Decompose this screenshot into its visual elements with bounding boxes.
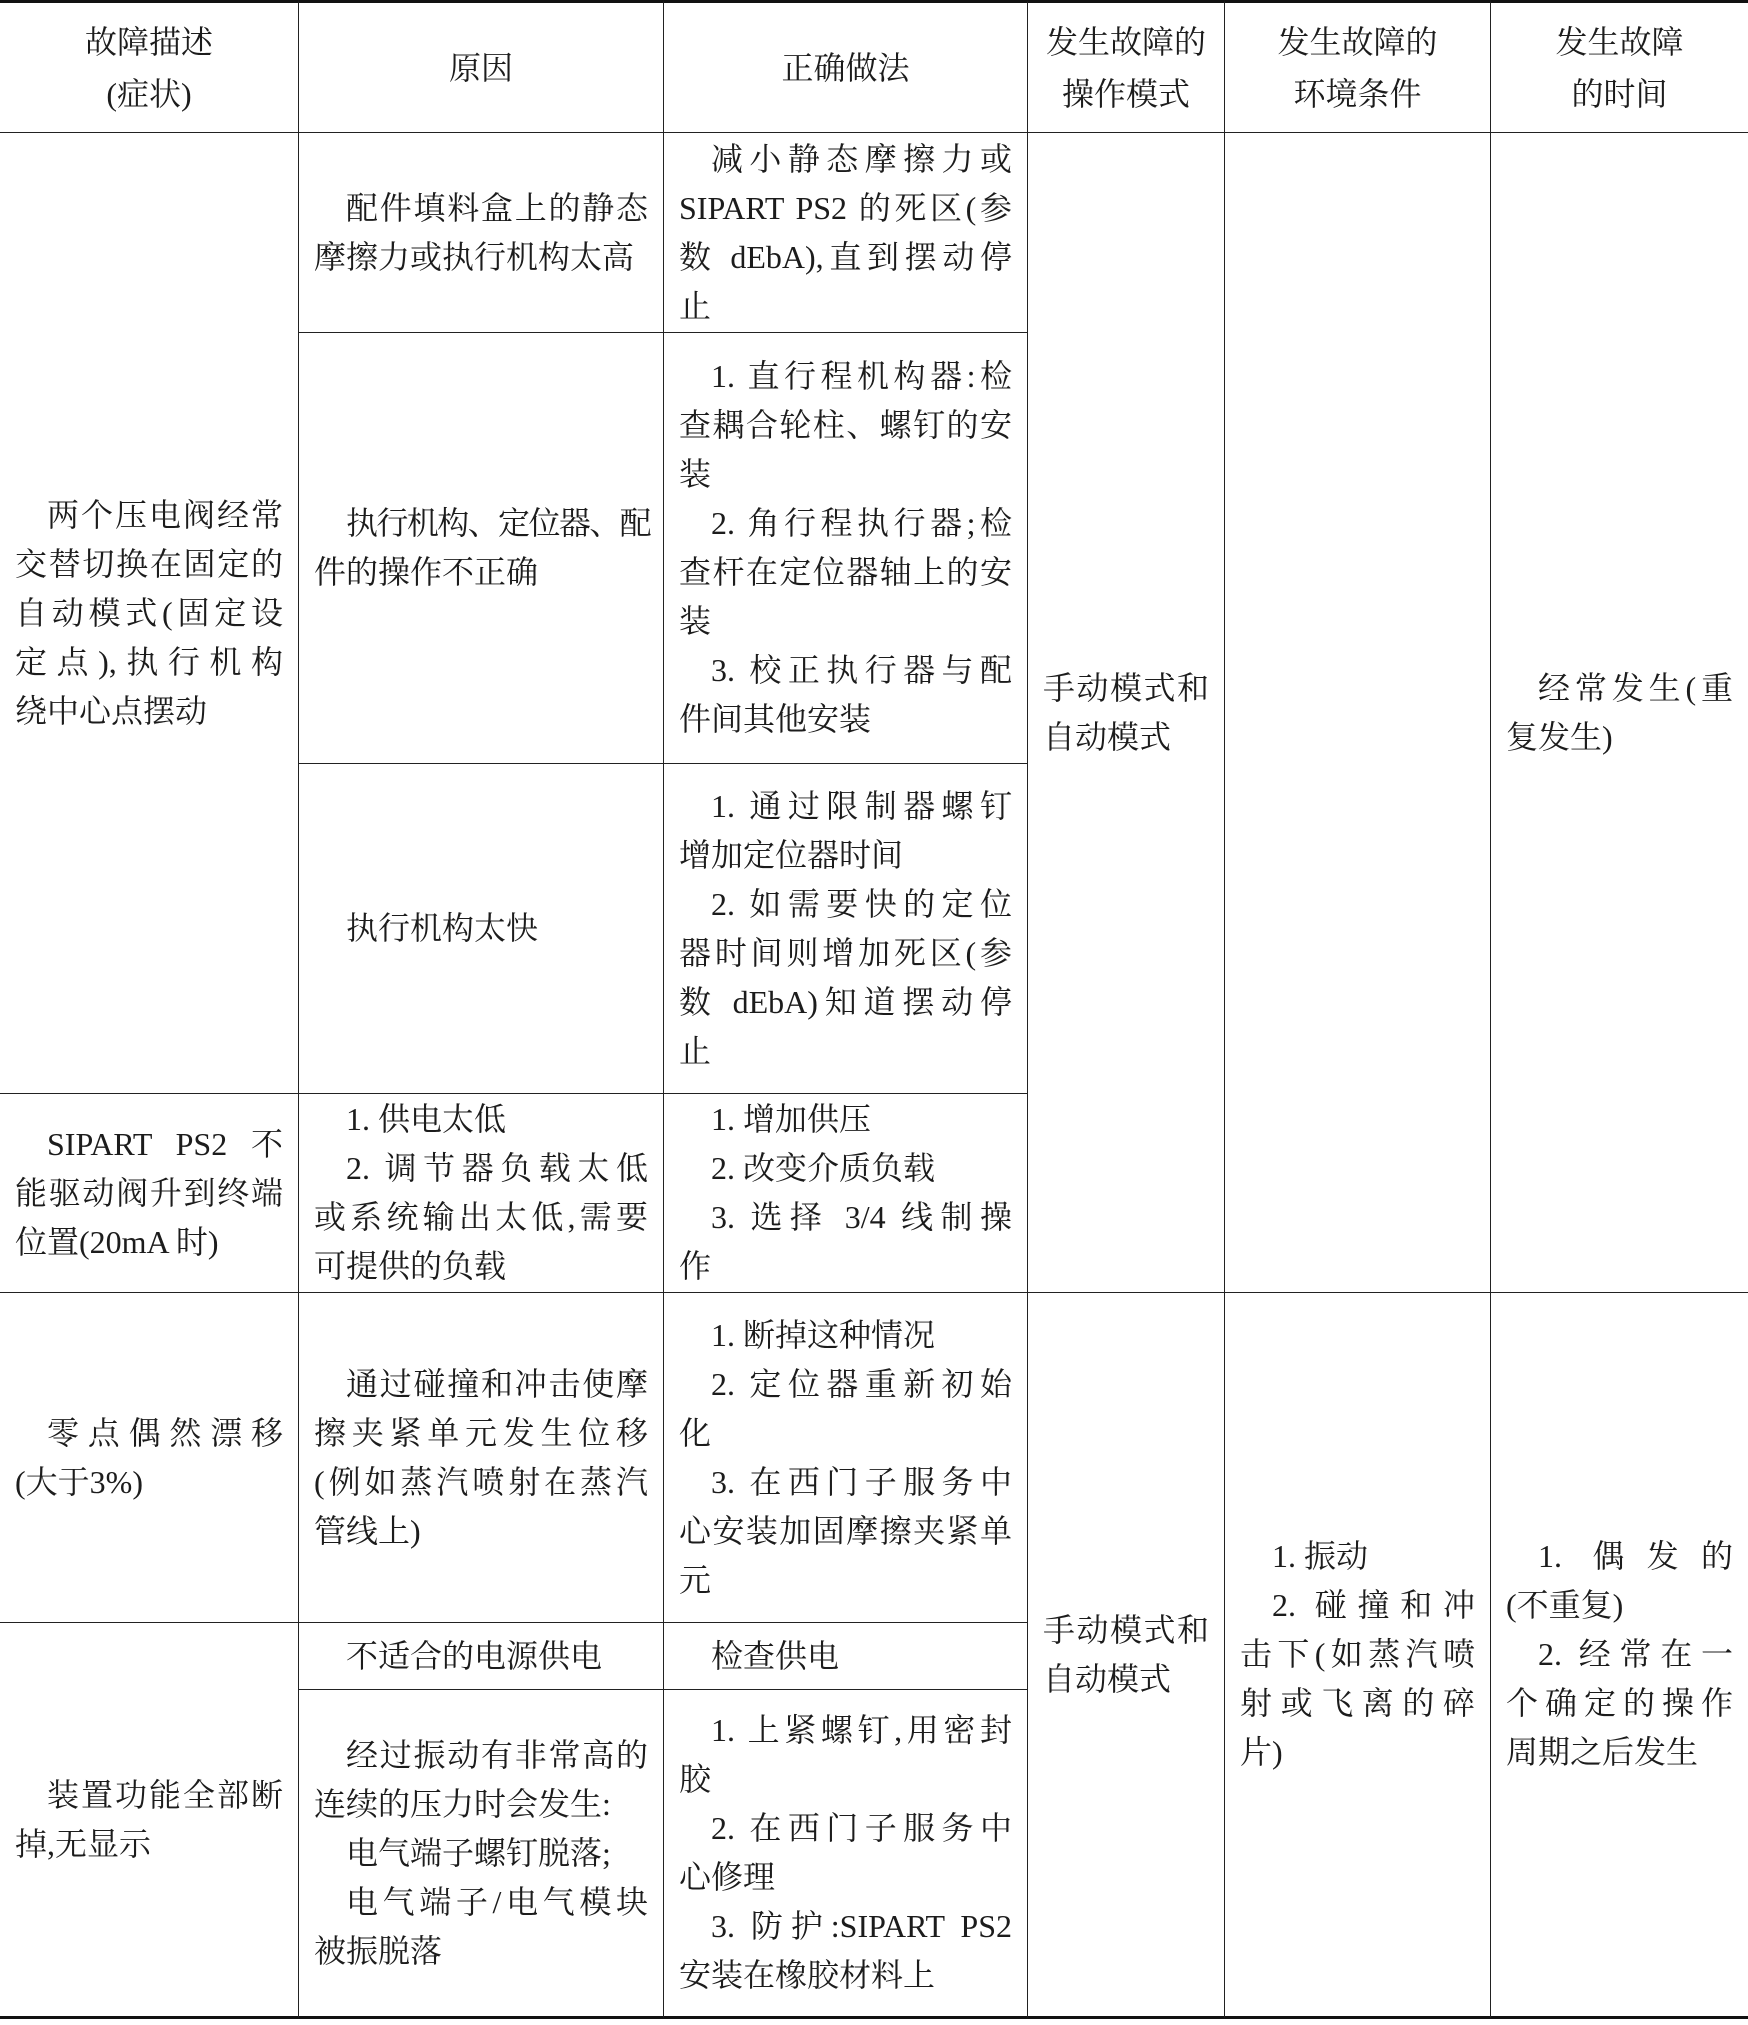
paragraph — [1240, 1532, 1475, 1581]
header-line: 的时间 — [1571, 75, 1668, 112]
remedy-cell — [664, 333, 1028, 764]
cause-cell — [299, 133, 664, 333]
cause-cell — [299, 333, 664, 764]
header-occurrence — [1491, 0, 1748, 133]
text-line: 1. 增加供压 — [711, 1101, 872, 1137]
text-line: 件的操作不正确 — [314, 554, 539, 590]
header-line: (症状) — [106, 75, 192, 112]
cause-cell — [299, 1690, 664, 2019]
paragraph — [679, 1144, 1012, 1193]
header-line: 原因 — [448, 49, 513, 86]
paragraph — [1043, 1606, 1209, 1704]
text-line: 1. 偶发的 — [1538, 1538, 1733, 1574]
text-line: 1. 通过限制器螺钉 — [711, 787, 1012, 824]
text-line: SIPART PS2 不 — [47, 1125, 283, 1162]
paragraph — [679, 352, 1012, 499]
text-line: 2. 角行程执行器;检 — [711, 505, 1012, 541]
text-line: 或系统输出太低,需要 — [314, 1199, 648, 1235]
remedy-cell — [664, 1094, 1028, 1293]
paragraph — [679, 1458, 1012, 1605]
paragraph — [679, 1360, 1012, 1458]
paragraph — [15, 491, 283, 736]
text-line: 件间其他安装 — [679, 701, 872, 737]
remedy-cell — [664, 133, 1028, 333]
text-line: 配件填料盒上的静态 — [346, 189, 648, 226]
occurrence-cell — [1491, 133, 1748, 1293]
header-line: 发生故障的 — [1277, 23, 1438, 60]
text-line: 装置功能全部断 — [47, 1776, 283, 1813]
header-line: 正确做法 — [781, 49, 910, 86]
paragraph — [679, 1902, 1012, 2000]
text-line: 1. 供电太低 — [346, 1101, 507, 1137]
text-line: 片) — [1240, 1734, 1283, 1770]
text-line: 查耦合轮柱、螺钉的安 — [679, 407, 1012, 443]
symptom-cell — [0, 1094, 299, 1293]
paragraph — [314, 1731, 648, 1829]
text-line: 2. 碰撞和冲 — [1272, 1587, 1475, 1623]
text-line: 掉,无显示 — [15, 1825, 152, 1862]
header-cause — [299, 0, 664, 133]
text-line: 2. 在西门子服务中 — [711, 1810, 1012, 1846]
text-line: 被振脱落 — [314, 1932, 443, 1969]
text-line: 止 — [679, 1032, 712, 1069]
paragraph — [679, 1311, 1012, 1360]
cause-cell — [299, 1094, 664, 1293]
text-line: 装 — [679, 603, 712, 639]
text-line: 不适合的电源供电 — [346, 1637, 603, 1674]
paragraph — [679, 135, 1012, 331]
text-line: 射或飞离的碎 — [1240, 1685, 1475, 1721]
text-line: 2. 如需要快的定位 — [711, 885, 1012, 922]
text-line: 2. 定位器重新初始 — [711, 1365, 1012, 1402]
text-line: 位置(20mA 时) — [15, 1223, 219, 1260]
text-line: 心安装加固摩擦夹紧单 — [679, 1512, 1012, 1549]
text-line: 元 — [679, 1561, 712, 1598]
text-line: 管线上) — [314, 1512, 421, 1549]
text-line: 2. 经常在一 — [1538, 1636, 1733, 1672]
text-line: 数 dEbA)知道摆动停 — [679, 983, 1012, 1020]
text-line: 执行机构太快 — [346, 910, 539, 946]
text-line: SIPART PS2 的死区(参 — [679, 189, 1012, 226]
paragraph — [679, 499, 1012, 646]
operating-mode-cell — [1028, 1293, 1225, 2019]
environment-cell — [1225, 133, 1491, 1293]
text-line: 2. 改变介质负载 — [711, 1150, 936, 1186]
text-line: 执行机构、定位器、配 — [346, 505, 648, 541]
text-line: 周期之后发生 — [1506, 1734, 1699, 1770]
paragraph — [314, 904, 648, 953]
text-line: 个确定的操作 — [1506, 1685, 1733, 1721]
paragraph — [679, 1095, 1012, 1144]
remedy-cell — [664, 764, 1028, 1094]
text-line: 作 — [679, 1248, 712, 1284]
text-line: 装 — [679, 456, 712, 492]
paragraph — [314, 499, 648, 597]
text-line: 自动模式(固定设 — [15, 594, 283, 631]
text-line: 击下(如蒸汽喷 — [1240, 1636, 1475, 1672]
text-line: 止 — [679, 287, 712, 324]
text-line: 检查供电 — [711, 1637, 840, 1674]
text-line: 经过振动有非常高的 — [346, 1736, 648, 1773]
header-symptom — [0, 0, 299, 133]
operating-mode-cell — [1028, 133, 1225, 1293]
text-line: 2. 调节器负载太低 — [346, 1150, 648, 1186]
text-line: 零点偶然漂移 — [47, 1414, 283, 1451]
paragraph — [15, 1120, 283, 1267]
text-line: 安装在橡胶材料上 — [679, 1957, 936, 1993]
header-environment — [1225, 0, 1491, 133]
symptom-cell — [0, 1293, 299, 1623]
cause-cell — [299, 1293, 664, 1623]
text-line: 复发生) — [1506, 718, 1613, 755]
paragraph — [314, 1144, 648, 1291]
text-line: 减小静态摩擦力或 — [711, 140, 1012, 177]
paragraph — [679, 1804, 1012, 1902]
paragraph — [679, 880, 1012, 1076]
text-line: (大于3%) — [15, 1463, 143, 1500]
environment-cell — [1225, 1293, 1491, 2019]
text-line: 数 dEbA),直到摆动停 — [679, 238, 1012, 275]
header-line: 发生故障的 — [1045, 23, 1206, 60]
header-line: 操作模式 — [1061, 75, 1190, 112]
text-line: 3. 选择 3/4 线制操 — [711, 1199, 1012, 1235]
text-line: 胶 — [679, 1761, 712, 1797]
text-line: 能驱动阀升到终端 — [15, 1174, 283, 1211]
text-line: 1. 振动 — [1272, 1538, 1369, 1574]
paragraph — [314, 184, 648, 282]
remedy-cell — [664, 1293, 1028, 1623]
paragraph — [314, 1632, 648, 1681]
text-line: 器时间则增加死区(参 — [679, 934, 1012, 971]
text-line: 连续的压力时会发生: — [314, 1785, 611, 1822]
text-line: 查杆在定位器轴上的安 — [679, 554, 1012, 590]
text-line: 绕中心点摆动 — [15, 692, 208, 729]
header-line: 发生故障 — [1555, 23, 1684, 60]
paragraph — [15, 1409, 283, 1507]
text-line: 增加定位器时间 — [679, 836, 904, 873]
text-line: 电气端子螺钉脱落; — [346, 1834, 611, 1871]
paragraph — [314, 1095, 648, 1144]
text-line: 3. 在西门子服务中 — [711, 1463, 1012, 1500]
paragraph — [679, 782, 1012, 880]
text-line: 交替切换在固定的 — [15, 545, 283, 582]
text-line: 经常发生(重 — [1538, 669, 1733, 706]
text-line: 心修理 — [679, 1859, 776, 1895]
text-line: 通过碰撞和冲击使摩 — [346, 1365, 648, 1402]
text-line: 手动模式和 — [1043, 1611, 1209, 1648]
header-line: 环境条件 — [1293, 75, 1422, 112]
paragraph — [679, 1193, 1012, 1291]
text-line: 3. 校正执行器与配 — [711, 652, 1012, 688]
paragraph — [15, 1771, 283, 1869]
paragraph — [314, 1878, 648, 1976]
text-line: 擦夹紧单元发生位移 — [314, 1414, 648, 1451]
cause-cell — [299, 1623, 664, 1690]
header-operating-mode — [1028, 0, 1225, 133]
paragraph — [679, 646, 1012, 744]
text-line: 化 — [679, 1414, 712, 1451]
remedy-cell — [664, 1690, 1028, 2019]
paragraph — [1043, 664, 1209, 762]
text-line: 1. 断掉这种情况 — [711, 1316, 936, 1353]
text-line: (不重复) — [1506, 1587, 1624, 1623]
occurrence-cell — [1491, 1293, 1748, 2019]
text-line: 两个压电阀经常 — [47, 496, 283, 533]
header-line: 故障描述 — [84, 23, 213, 60]
paragraph — [1506, 664, 1733, 762]
paragraph — [314, 1829, 648, 1878]
text-line: 电气端子/电气模块 — [346, 1883, 648, 1920]
symptom-cell — [0, 133, 299, 1094]
remedy-cell — [664, 1623, 1028, 1690]
header-remedy — [664, 0, 1028, 133]
paragraph — [314, 1360, 648, 1556]
text-line: 定点),执行机构 — [15, 643, 283, 680]
text-line: (例如蒸汽喷射在蒸汽 — [314, 1463, 648, 1500]
text-line: 自动模式 — [1043, 1660, 1172, 1697]
paragraph — [679, 1632, 1012, 1681]
text-line: 1. 直行程机构器:检 — [711, 358, 1012, 394]
paragraph — [1506, 1532, 1733, 1630]
symptom-cell — [0, 1623, 299, 2019]
text-line: 可提供的负载 — [314, 1248, 507, 1284]
text-line: 摩擦力或执行机构太高 — [314, 238, 635, 275]
text-line: 1. 上紧螺钉,用密封 — [711, 1712, 1012, 1748]
cause-cell — [299, 764, 664, 1094]
text-line: 3. 防护:SIPART PS2 — [711, 1908, 1012, 1944]
paragraph — [1240, 1581, 1475, 1777]
paragraph — [679, 1706, 1012, 1804]
text-line: 自动模式 — [1043, 718, 1172, 755]
text-line: 手动模式和 — [1043, 669, 1209, 706]
paragraph — [1506, 1630, 1733, 1777]
